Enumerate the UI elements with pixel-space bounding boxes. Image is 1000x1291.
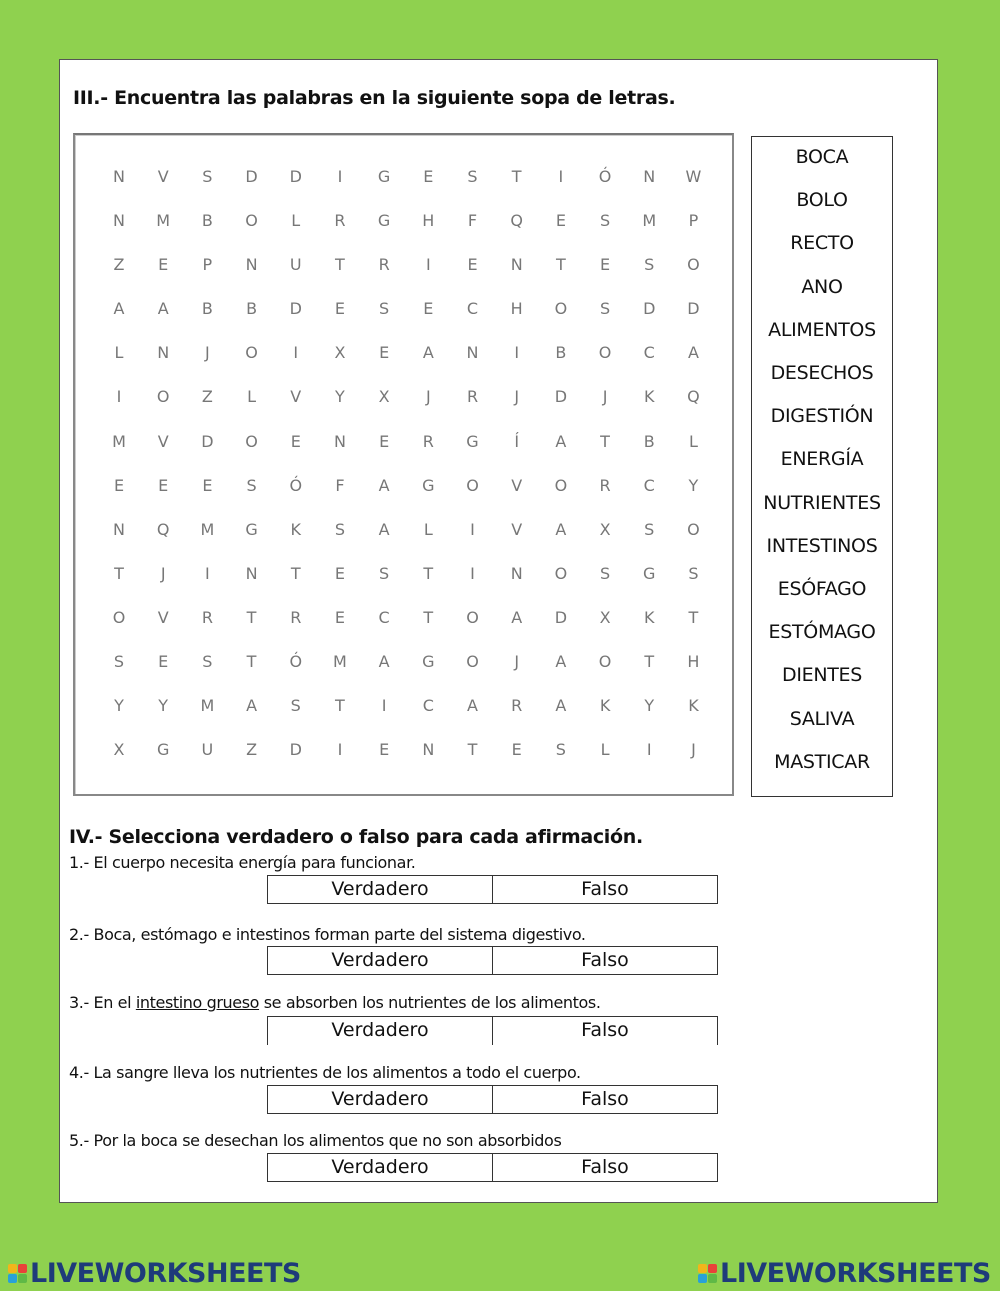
grid-letter[interactable]: D (245, 167, 258, 186)
grid-letter[interactable]: E (379, 343, 390, 363)
grid-letter[interactable]: G (377, 167, 391, 186)
grid-letter[interactable]: S (599, 563, 611, 583)
grid-letter[interactable]: E (158, 475, 169, 495)
grid-letter[interactable]: U (201, 740, 214, 760)
liveworksheets-badge-icon (698, 1264, 717, 1283)
grid-letter[interactable]: O (112, 607, 126, 627)
question-4: 4.- La sangre lleva los nutrientes de los alimentos a todo el cuerpo. (69, 1063, 581, 1082)
grid-letter[interactable]: H (687, 652, 700, 672)
grid-letter[interactable]: T (114, 563, 124, 583)
grid-letter[interactable]: Q (510, 211, 523, 231)
liveworksheets-logo-right[interactable] (698, 1258, 991, 1288)
grid-letter[interactable]: D (201, 431, 214, 451)
word-list-item: ESÓFAGO (777, 578, 867, 600)
grid-letter[interactable]: F (335, 475, 345, 495)
grid-letter[interactable]: Z (113, 255, 125, 275)
grid-letter[interactable]: E (555, 211, 566, 231)
grid-letter[interactable]: F (467, 211, 478, 231)
grid-letter[interactable]: D (643, 299, 656, 319)
grid-letter[interactable]: E (423, 167, 434, 186)
grid-letter[interactable]: O (466, 475, 479, 495)
grid-letter[interactable]: S (599, 299, 611, 319)
grid-letter[interactable]: L (423, 519, 433, 539)
grid-letter[interactable]: C (643, 475, 655, 495)
grid-letter[interactable]: E (334, 607, 345, 627)
answer-row-1 (267, 875, 718, 904)
question-1: 1.- El cuerpo necesita energía para funcionar. (69, 853, 416, 872)
grid-letter[interactable]: N (422, 740, 435, 760)
true-option-5[interactable]: Verdadero (331, 1156, 429, 1178)
grid-letter[interactable]: I (337, 740, 343, 760)
grid-letter[interactable]: E (467, 255, 478, 275)
grid-letter[interactable]: O (554, 299, 568, 319)
grid-letter[interactable]: I (646, 740, 652, 760)
grid-letter[interactable]: A (687, 343, 699, 363)
grid-letter[interactable]: P (202, 255, 213, 275)
grid-letter[interactable]: X (113, 740, 125, 760)
grid-letter[interactable]: N (157, 343, 170, 363)
grid-letter[interactable]: N (245, 563, 258, 583)
grid-letter[interactable]: M (642, 211, 657, 231)
grid-letter[interactable]: J (514, 652, 520, 672)
grid-letter[interactable]: L (600, 740, 610, 760)
grid-letter[interactable]: I (558, 167, 564, 186)
word-list (751, 136, 893, 797)
grid-letter[interactable]: V (157, 607, 169, 627)
grid-letter[interactable]: R (599, 475, 611, 495)
grid-letter[interactable]: Z (201, 387, 213, 407)
grid-letter[interactable]: V (157, 167, 169, 186)
grid-letter[interactable]: Q (687, 387, 700, 407)
liveworksheets-badge-icon (8, 1264, 27, 1283)
grid-letter[interactable]: S (555, 740, 566, 760)
grid-letter[interactable]: Y (114, 696, 124, 716)
grid-letter[interactable]: O (245, 343, 258, 363)
grid-letter[interactable]: L (247, 387, 257, 407)
grid-letter[interactable]: O (598, 652, 612, 672)
grid-letter[interactable]: O (598, 343, 612, 363)
word-list-item: MASTICAR (774, 750, 870, 773)
grid-letter[interactable]: M (200, 519, 215, 539)
grid-letter[interactable]: E (379, 431, 390, 451)
grid-letter[interactable]: O (245, 431, 258, 451)
grid-letter[interactable]: R (201, 607, 213, 627)
grid-letter[interactable]: B (201, 211, 213, 231)
grid-letter[interactable]: A (246, 696, 258, 716)
grid-letter[interactable]: S (467, 167, 478, 186)
grid-letter[interactable]: D (554, 387, 568, 407)
grid-letter[interactable]: T (335, 696, 345, 716)
grid-letter[interactable]: Y (688, 475, 699, 495)
grid-letter[interactable]: O (156, 387, 170, 407)
grid-letter[interactable]: G (422, 652, 435, 672)
grid-letter[interactable]: G (377, 211, 391, 231)
grid-letter[interactable]: E (202, 475, 213, 495)
grid-letter[interactable]: I (425, 255, 431, 275)
grid-letter[interactable]: S (202, 167, 213, 186)
answer-row-2 (267, 946, 718, 975)
grid-letter[interactable]: K (644, 607, 655, 627)
grid-letter[interactable]: E (290, 431, 301, 451)
grid-letter[interactable]: A (378, 652, 390, 672)
question-3-underlined: intestino grueso (135, 993, 260, 1012)
grid-letter[interactable]: S (688, 563, 699, 583)
question-3 (69, 993, 601, 1012)
section-3-title: III.- Encuentra las palabras en la siguiente sopa de letras. (73, 87, 676, 109)
grid-letter[interactable]: Y (644, 696, 655, 716)
grid-letter[interactable]: Ó (289, 652, 303, 672)
grid-letter[interactable]: H (510, 299, 523, 319)
grid-letter[interactable]: V (511, 475, 523, 495)
liveworksheets-logo-left[interactable] (8, 1258, 301, 1288)
question-5: 5.- Por la boca se desechan los alimentos que no son absorbidos (69, 1131, 562, 1150)
grid-letter[interactable]: N (113, 167, 125, 186)
true-option-2[interactable]: Verdadero (331, 949, 429, 971)
grid-letter[interactable]: I (116, 387, 122, 407)
grid-letter[interactable]: M (112, 431, 126, 451)
grid-letter[interactable]: D (289, 299, 302, 319)
grid-letter[interactable]: R (422, 431, 434, 451)
grid-letter[interactable]: T (246, 652, 257, 672)
grid-letter[interactable]: G (156, 740, 170, 760)
grid-letter[interactable]: Q (156, 519, 170, 539)
grid-letter[interactable]: T (688, 607, 699, 627)
grid-letter[interactable]: K (688, 696, 699, 716)
grid-letter[interactable]: T (246, 607, 257, 627)
grid-letter[interactable]: E (158, 255, 169, 275)
word-list-item: RECTO (790, 232, 854, 255)
grid-letter[interactable]: N (333, 431, 346, 451)
grid-letter[interactable]: E (158, 652, 169, 672)
word-list-item: NUTRIENTES (763, 491, 881, 514)
grid-letter[interactable]: C (378, 607, 390, 627)
grid-letter[interactable]: E (511, 740, 522, 760)
grid-letter[interactable]: B (555, 343, 567, 363)
grid-letter[interactable]: E (334, 563, 345, 583)
false-option-5[interactable]: Falso (492, 1154, 717, 1181)
grid-letter[interactable]: A (378, 519, 390, 539)
grid-letter[interactable]: S (113, 652, 125, 672)
grid-letter[interactable]: O (466, 652, 479, 672)
grid-letter[interactable]: N (466, 343, 479, 363)
question-3-post: se absorben los nutrientes de los alimentos. (259, 993, 601, 1012)
grid-letter[interactable]: A (467, 696, 478, 716)
grid-letter[interactable]: K (644, 387, 655, 407)
word-list-item: ENERGÍA (780, 448, 864, 471)
grid-letter[interactable]: G (643, 563, 656, 583)
worksheet-page (59, 59, 938, 1203)
grid-letter[interactable]: J (691, 740, 696, 760)
word-list-item: DESECHOS (770, 362, 874, 384)
grid-letter[interactable]: N (510, 255, 523, 275)
grid-letter[interactable]: A (157, 299, 169, 319)
grid-letter[interactable]: L (688, 431, 698, 451)
grid-letter[interactable]: S (334, 519, 346, 539)
grid-letter[interactable]: T (555, 255, 566, 275)
false-option-3[interactable]: Falso (492, 1017, 717, 1045)
grid-letter[interactable]: E (334, 299, 345, 319)
word-search-box (73, 133, 734, 796)
grid-letter[interactable]: N (113, 211, 125, 231)
grid-letter[interactable]: D (687, 299, 700, 319)
answer-row-4 (267, 1085, 718, 1114)
grid-letter[interactable]: Ó (289, 475, 303, 495)
grid-letter[interactable]: I (337, 167, 343, 186)
grid-letter[interactable]: R (290, 607, 302, 627)
grid-letter[interactable]: S (246, 475, 257, 495)
grid-letter[interactable]: L (114, 343, 124, 363)
word-list-item: ESTÓMAGO (768, 621, 876, 644)
grid-letter[interactable]: M (156, 211, 171, 231)
false-option-1[interactable]: Falso (492, 876, 717, 903)
grid-letter[interactable]: C (422, 696, 434, 716)
grid-letter[interactable]: A (378, 475, 390, 495)
grid-letter[interactable]: A (511, 607, 523, 627)
grid-letter[interactable]: G (245, 519, 258, 539)
word-list-item: ANO (801, 275, 843, 298)
false-option-2[interactable]: Falso (492, 947, 717, 974)
grid-letter[interactable]: S (202, 652, 213, 672)
word-list-item: INTESTINOS (766, 534, 878, 557)
grid-letter[interactable]: T (423, 607, 434, 627)
grid-letter[interactable]: Í (514, 431, 520, 451)
grid-letter[interactable]: I (470, 519, 475, 539)
grid-letter[interactable]: A (555, 519, 567, 539)
word-list-item: SALIVA (789, 707, 855, 730)
true-option-4[interactable]: Verdadero (331, 1088, 429, 1110)
grid-letter[interactable]: R (334, 211, 346, 231)
grid-letter[interactable]: O (554, 475, 568, 495)
grid-letter[interactable]: J (602, 387, 608, 407)
grid-letter[interactable]: X (599, 607, 611, 627)
grid-letter[interactable]: S (379, 563, 390, 583)
grid-letter[interactable]: S (644, 255, 655, 275)
word-search-grid[interactable] (109, 167, 728, 784)
grid-letter[interactable]: B (246, 299, 258, 319)
grid-letter[interactable]: E (423, 299, 434, 319)
grid-letter[interactable]: A (555, 431, 567, 451)
grid-letter[interactable]: A (555, 652, 567, 672)
grid-letter[interactable]: I (205, 563, 210, 583)
word-list-item: BOLO (796, 189, 848, 212)
grid-letter[interactable]: E (113, 475, 125, 495)
grid-letter[interactable]: M (333, 652, 347, 672)
grid-letter[interactable]: A (555, 696, 567, 716)
question-3-pre: 3.- En el (69, 993, 136, 1012)
grid-letter[interactable]: R (466, 387, 479, 407)
grid-letter[interactable]: O (466, 607, 479, 627)
grid-letter[interactable]: N (643, 167, 656, 186)
grid-letter[interactable]: T (600, 431, 610, 451)
grid-letter[interactable]: Y (158, 696, 169, 716)
grid-letter[interactable]: B (643, 431, 655, 451)
grid-letter[interactable]: A (422, 343, 434, 363)
grid-letter[interactable]: G (466, 431, 479, 451)
grid-letter[interactable]: V (157, 431, 169, 451)
word-list-item: DIGESTIÓN (770, 405, 874, 428)
grid-letter[interactable]: G (422, 475, 435, 495)
grid-letter[interactable]: E (379, 740, 390, 760)
grid-letter[interactable]: T (644, 652, 655, 672)
grid-letter[interactable]: D (554, 607, 568, 627)
grid-letter[interactable]: L (291, 211, 301, 231)
true-option-1[interactable]: Verdadero (331, 878, 429, 900)
grid-letter[interactable]: H (422, 211, 435, 231)
grid-letter[interactable]: Y (335, 387, 345, 407)
word-list-item: ALIMENTOS (768, 318, 876, 341)
grid-letter[interactable]: T (467, 740, 478, 760)
grid-letter[interactable]: I (293, 343, 299, 363)
grid-letter[interactable]: S (644, 519, 655, 539)
grid-letter[interactable]: Z (246, 740, 258, 760)
grid-letter[interactable]: V (511, 519, 523, 539)
grid-letter[interactable]: P (688, 211, 699, 231)
grid-letter[interactable]: I (381, 696, 387, 716)
grid-letter[interactable]: N (245, 255, 258, 275)
brand-text: LIVEWORKSHEETS (720, 1257, 991, 1289)
answer-row-3 (267, 1016, 718, 1045)
false-option-4[interactable]: Falso (492, 1086, 717, 1113)
grid-letter[interactable]: T (511, 167, 522, 186)
true-option-3[interactable]: Verdadero (331, 1019, 429, 1041)
grid-letter[interactable]: T (423, 563, 434, 583)
grid-letter[interactable]: N (113, 519, 125, 539)
word-list-item: DIENTES (781, 664, 863, 687)
section-4-title: IV.- Selecciona verdadero o falso para cada afirmación. (69, 826, 643, 848)
question-2: 2.- Boca, estómago e intestinos forman parte del sistema digestivo. (69, 925, 586, 944)
grid-letter[interactable]: K (290, 519, 301, 539)
grid-letter[interactable]: A (113, 299, 125, 319)
grid-letter[interactable]: I (514, 343, 520, 363)
grid-letter[interactable]: X (378, 387, 390, 407)
grid-letter[interactable]: V (290, 387, 302, 407)
grid-letter[interactable]: X (599, 519, 611, 539)
grid-letter[interactable]: J (514, 387, 520, 407)
word-list-item: BOCA (795, 146, 849, 168)
grid-letter[interactable]: O (687, 519, 700, 539)
grid-letter[interactable]: T (290, 563, 301, 583)
grid-letter[interactable]: R (511, 696, 523, 716)
grid-letter[interactable]: X (334, 343, 346, 363)
grid-letter[interactable]: C (643, 343, 655, 363)
grid-letter[interactable]: D (289, 167, 302, 186)
grid-letter[interactable]: S (599, 211, 611, 231)
grid-letter[interactable]: S (290, 696, 301, 716)
grid-letter[interactable]: O (554, 563, 568, 583)
grid-letter[interactable]: J (160, 563, 166, 583)
grid-letter[interactable]: I (470, 563, 475, 583)
grid-letter[interactable]: T (335, 255, 345, 275)
grid-letter[interactable]: J (425, 387, 431, 407)
grid-letter[interactable]: Ó (598, 167, 612, 186)
grid-letter[interactable]: R (378, 255, 390, 275)
brand-text: LIVEWORKSHEETS (30, 1257, 301, 1289)
grid-letter[interactable]: S (379, 299, 390, 319)
grid-letter[interactable]: D (289, 740, 302, 760)
grid-letter[interactable]: O (245, 211, 258, 231)
grid-letter[interactable]: E (600, 255, 611, 275)
grid-letter[interactable]: K (599, 696, 611, 716)
grid-letter[interactable]: W (685, 167, 702, 186)
grid-letter[interactable]: B (201, 299, 213, 319)
grid-letter[interactable]: J (205, 343, 210, 363)
grid-letter[interactable]: C (466, 299, 479, 319)
grid-letter[interactable]: N (510, 563, 523, 583)
grid-letter[interactable]: M (200, 696, 215, 716)
answer-row-5 (267, 1153, 718, 1182)
grid-letter[interactable]: U (289, 255, 302, 275)
grid-letter[interactable]: O (687, 255, 700, 275)
